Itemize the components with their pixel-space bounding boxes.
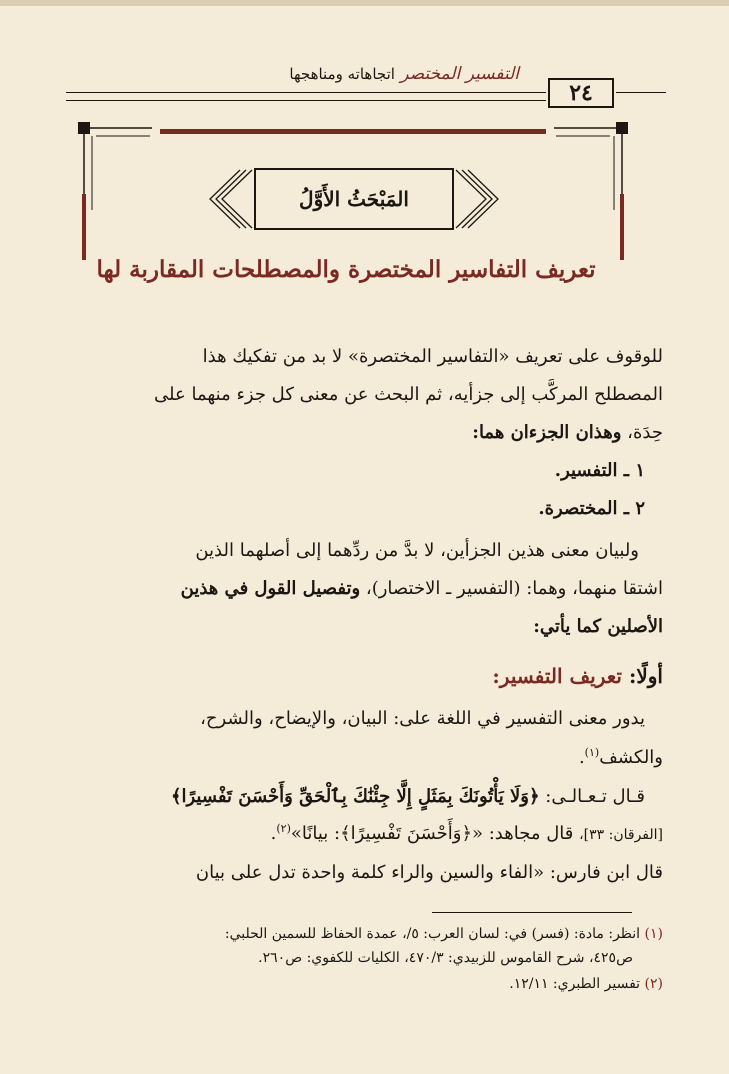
footnote-ref-1: (١)	[584, 746, 600, 759]
footnote-1-line-2: ص٤٢٥، شرح القاموس للزبيدي: ٤٧٠/٣، الكليات للكفوي: ص٢٦٠.	[258, 950, 633, 966]
ibn-faris-line: قال ابن فارس: «الفاء والسين والراء كلمة واحدة تدل على بيان	[195, 862, 663, 883]
list-item-1: ١ ـ التفسير.	[554, 460, 645, 481]
para2-line-3: الأصلين كما يأتي:	[533, 616, 663, 637]
intro-line-3a: حِدَة،	[627, 422, 663, 443]
running-title-sub: اتجاهاته ومناهجها	[289, 65, 395, 83]
para3-line-1: يدور معنى التفسير في اللغة على: البيان، والإيضاح، والشرح،	[200, 708, 645, 729]
running-title	[289, 64, 519, 84]
para3-line-2-text: والكشف	[599, 747, 663, 768]
mujahid-quote: قال مجاهد: «﴿وَأَحْسَنَ تَفْسِيرًا﴾: بيانًا»	[290, 823, 574, 844]
footnote-2-num: (٢)	[644, 976, 663, 992]
intro-line-1: للوقوف على تعريف «التفاسير المختصرة» لا بد من تفكيك هذا	[202, 346, 663, 367]
quran-line	[171, 786, 645, 807]
ornament-square-left	[78, 122, 90, 134]
heading-text: تعريف التفسير:	[492, 664, 623, 688]
header-rule-thin	[66, 100, 546, 101]
para2-line-2b: وتفصيل القول في هذين	[180, 578, 361, 599]
section-label: المَبْحَثُ الأَوَّلُ	[299, 187, 409, 211]
para2-line-2	[181, 578, 663, 599]
intro-line-2: المصطلح المركَّب إلى جزأيه، ثم البحث عن معنى كل جزء منهما على	[154, 384, 663, 405]
header-rule-left	[616, 92, 666, 93]
para3-line-2: والكشف$^{(١)}$.	[578, 746, 663, 768]
quran-ref-line: [الفرقان: ٣٣]، قال مجاهد: «﴿وَأَحْسَنَ تَفْسِيرًا﴾: بيانًا»$^{(٢)}$.	[270, 822, 663, 844]
ornament-top-bar	[160, 129, 546, 134]
quran-ref: [الفرقان: ٣٣]،	[579, 827, 663, 843]
footnote-ref-2: (٢)	[276, 822, 291, 835]
para2-line-1: ولبيان معنى هذين الجزأين، لا بدَّ من ردِّهما إلى أصلهما الذين	[195, 540, 639, 561]
header-rule	[66, 92, 546, 93]
quran-intro: قـال تـعـالـى:	[545, 786, 645, 807]
list-item-2: ٢ ـ المختصرة.	[538, 498, 645, 519]
heading-prefix: أولًا:	[628, 664, 663, 688]
footnote-1-text-1: انظر: مادة: (فسر) في: لسان العرب: ٥/، عمدة الحفاظ للسمين الحلبي:	[224, 926, 641, 942]
ornament-square-right	[616, 122, 628, 134]
page-edge	[0, 0, 729, 6]
footnote-rule	[432, 912, 632, 913]
footnote-2-text: تفسير الطبري: ١٢/١١.	[509, 976, 641, 992]
footnote-1-num: (١)	[644, 926, 663, 942]
footnote-2	[509, 976, 663, 992]
intro-line-3	[472, 422, 663, 443]
footnote-1-line-1	[225, 926, 663, 942]
quran-verse: ﴿وَلَا يَأْتُونَكَ بِمَثَلٍ إِلَّا جِئْنَٰكَ بِٱلْحَقِّ وَأَحْسَنَ تَفْسِيرًا﴾	[170, 786, 540, 807]
section-title: تعريف التفاسير المختصرة والمصطلحات المقاربة لها	[96, 256, 596, 283]
heading-tafsir	[492, 664, 663, 688]
page-number: ٢٤	[548, 78, 614, 108]
running-title-main: التفسير المختصر	[400, 64, 519, 84]
section-label-box	[254, 168, 454, 230]
para2-line-2a: اشتقا منهما، وهما: (التفسير ـ الاختصار)،	[365, 578, 663, 599]
intro-line-3b: وهذان الجزءان هما:	[472, 422, 622, 443]
